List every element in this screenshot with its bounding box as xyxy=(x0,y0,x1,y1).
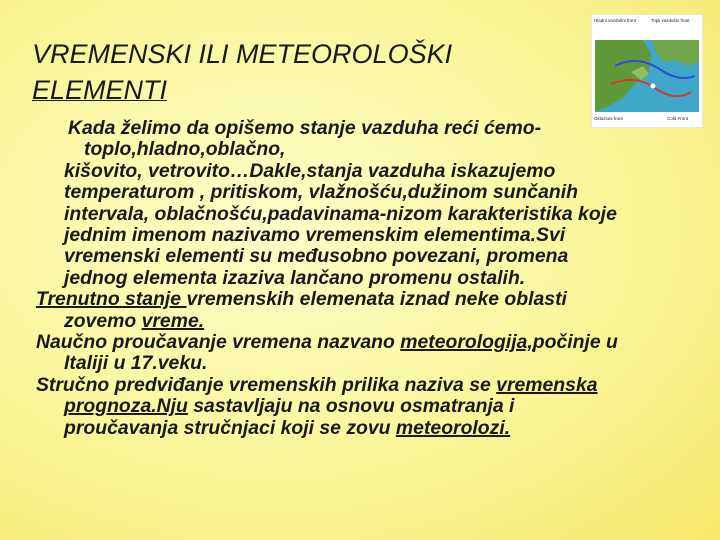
pressure-center xyxy=(651,84,656,89)
text-forecast-lead: Stručno predviđanje vremenskih prilika naziva se xyxy=(36,373,497,396)
title-line-2: ELEMENTI xyxy=(32,75,168,105)
slide-body xyxy=(36,118,626,439)
term-weather-forecast: vremenska prognoza.Nju xyxy=(64,373,598,418)
term-meteorology: meteorologija, xyxy=(400,331,533,354)
title-line-1: VREMENSKI ILI METEOROLOŠKI xyxy=(32,39,453,69)
text-forecast-middle: sastavljaju na osnovu osmatranja i proučavanja stručnjaci koji se zovu xyxy=(64,395,515,439)
paragraph-forecast xyxy=(36,375,626,439)
paragraph-intro: Kada želimo da opišemo stanje vazduha reći ćemo-toplo,hladno,oblačno, xyxy=(68,117,542,161)
map-label-cold-front-2: Cold Front xyxy=(667,116,689,121)
term-meteorologists: meteorolozi. xyxy=(395,416,511,439)
term-weather: vreme. xyxy=(141,309,205,332)
text-weather-definition: vremenskih elemenata iznad neke oblasti zovemo xyxy=(64,288,567,332)
paragraph-intro-continued: kišovito, vetrovito…Dakle,stanja vazduha iskazujemo temperaturom , pritiskom, vlažnošću,dužinom sunčanih intervala, oblačnošću,padavinama-nizom karakteristika koje jednim imenom nazivamo vremenskim elementima.Svi vremenski elementi su međusobno povezani, promena jednog elementa izaziva lančano promenu ostalih. xyxy=(64,159,617,289)
map-label-cold-front: Hladni vazdušni front xyxy=(594,18,637,23)
text-meteorology-tail: počinje u Italiji u 17.veku. xyxy=(64,331,618,375)
paragraph-weather-definition xyxy=(36,289,626,332)
weather-map-graphic xyxy=(591,14,703,128)
map-label-warm-front: Topli vazdušni front xyxy=(651,18,690,23)
slide-title xyxy=(32,36,452,108)
paragraph-meteorology xyxy=(36,332,626,375)
map-label-occluded-front: Okluzioni front xyxy=(594,116,623,121)
term-current-state: Trenutno stanje xyxy=(36,288,187,311)
weather-map-image xyxy=(591,14,703,128)
text-meteorology-lead: Naučno proučavanje vremena nazvano xyxy=(36,331,401,354)
